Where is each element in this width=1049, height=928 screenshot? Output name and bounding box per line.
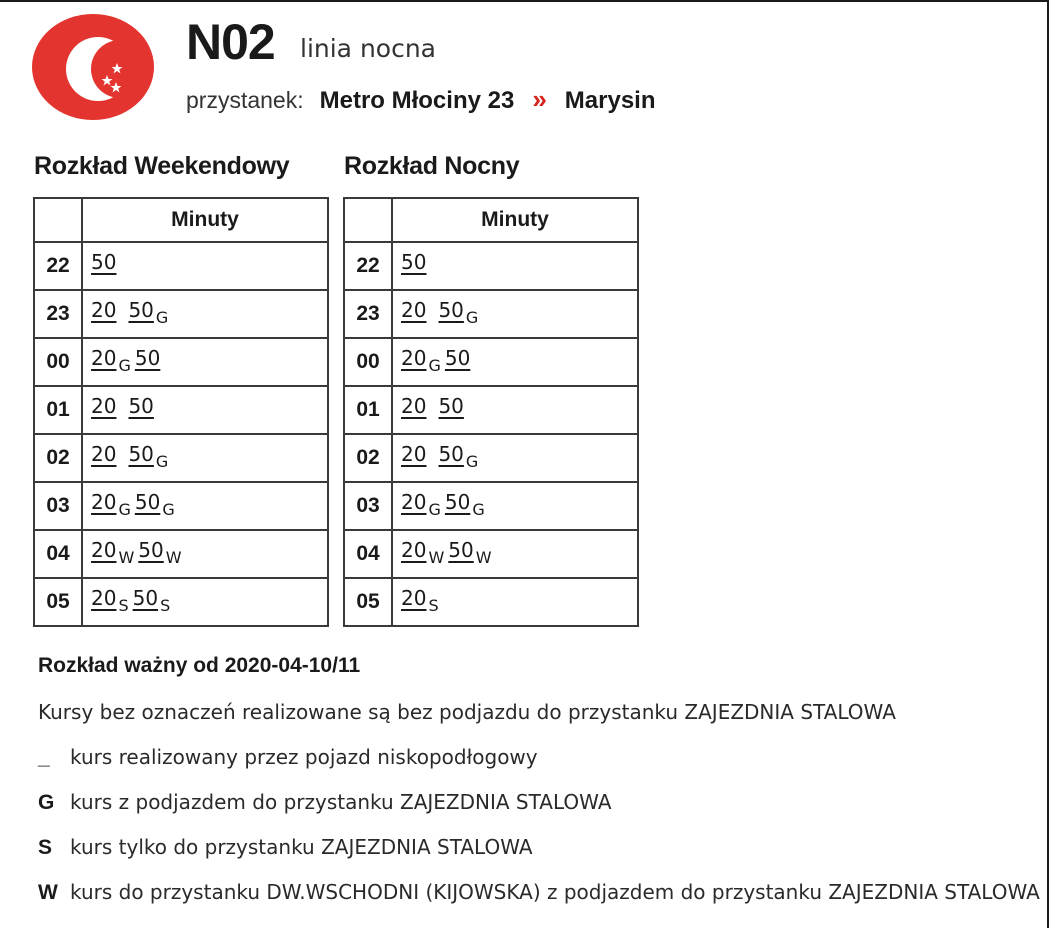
departure-minute[interactable]: 20 <box>91 297 117 322</box>
departure-marker: G <box>162 499 175 519</box>
departure-minute[interactable]: 50 <box>128 441 154 466</box>
hour-cell: 23 <box>34 290 82 338</box>
departure-minute[interactable]: 20 <box>401 297 427 322</box>
departure-marker: S <box>160 595 171 615</box>
hour-cell: 00 <box>344 338 392 386</box>
stop-name: Metro Młociny 23 <box>319 87 515 114</box>
legend-text: kurs realizowany przez pojazd niskopodłogowy <box>70 745 538 769</box>
timetable-row <box>34 338 328 386</box>
hour-cell: 05 <box>34 578 82 626</box>
departure-minute[interactable]: 20 <box>401 585 427 610</box>
line-type: linia nocna <box>300 34 436 63</box>
hour-cell: 01 <box>34 386 82 434</box>
departure-marker: G <box>118 355 131 375</box>
minutes-cell <box>392 482 638 530</box>
departure-marker: W <box>428 547 445 567</box>
timetable-row <box>34 530 328 578</box>
legend-symbol: G <box>38 791 55 814</box>
timetable-row <box>344 530 638 578</box>
timetable-row <box>34 482 328 530</box>
timetable-row <box>344 434 638 482</box>
minutes-cell <box>82 386 328 434</box>
departure-minute[interactable]: 50 <box>438 441 464 466</box>
hour-cell: 22 <box>344 242 392 290</box>
night-line-moon-stars-icon <box>32 14 154 120</box>
night-timetable <box>343 197 639 627</box>
legend-symbol: S <box>38 836 53 859</box>
departure-marker: G <box>428 355 441 375</box>
departure-marker: G <box>465 451 479 471</box>
departure-minute[interactable]: 20 <box>401 489 427 514</box>
departure-marker: G <box>118 499 131 519</box>
hour-cell: 02 <box>34 434 82 482</box>
legend-item <box>38 790 612 815</box>
minutes-cell <box>392 242 638 290</box>
departure-minute[interactable]: 50 <box>132 585 159 610</box>
departure-minute[interactable]: 20 <box>91 489 117 514</box>
timetable-row <box>344 242 638 290</box>
departure-marker: G <box>428 499 441 519</box>
timetable-row <box>344 578 638 626</box>
departure-minute[interactable]: 50 <box>401 249 427 274</box>
minutes-cell <box>82 578 328 626</box>
minutes-cell <box>82 482 328 530</box>
general-note: Kursy bez oznaczeń realizowane są bez podjazdu do przystanku ZAJEZDNIA STALOWA <box>38 700 896 724</box>
departure-minute[interactable]: 50 <box>91 249 117 274</box>
departure-marker: G <box>465 307 479 327</box>
hour-cell: 03 <box>34 482 82 530</box>
departure-minute[interactable]: 50 <box>138 537 164 562</box>
departure-minute[interactable]: 50 <box>134 489 161 514</box>
departure-minute[interactable]: 50 <box>444 489 471 514</box>
departure-minute[interactable]: 20 <box>401 441 427 466</box>
line-number: N02 <box>186 14 275 70</box>
hour-cell: 01 <box>344 386 392 434</box>
departure-minute[interactable]: 20 <box>401 537 427 562</box>
legend-symbol: W <box>38 881 58 904</box>
timetable-row <box>34 434 328 482</box>
minutes-cell <box>392 530 638 578</box>
direction-arrow-icon: » <box>532 84 547 114</box>
timetable-row <box>34 578 328 626</box>
departure-minute[interactable]: 50 <box>438 393 464 418</box>
legend-symbol: _ <box>38 746 50 769</box>
timetable-row <box>344 482 638 530</box>
departure-minute[interactable]: 50 <box>438 297 464 322</box>
legend-item <box>38 835 533 860</box>
timetable-row <box>34 290 328 338</box>
timetable-row <box>344 386 638 434</box>
legend-text: kurs do przystanku DW.WSCHODNI (KIJOWSKA) z podjazdem do przystanku ZAJEZDNIA STALOWA <box>70 880 1040 904</box>
minutes-cell <box>82 530 328 578</box>
departure-minute[interactable]: 20 <box>91 393 117 418</box>
minutes-cell <box>392 338 638 386</box>
departure-minute[interactable]: 50 <box>128 297 154 322</box>
timetable-row <box>34 386 328 434</box>
departure-marker: S <box>118 595 129 615</box>
hour-header <box>34 198 82 242</box>
minutes-cell <box>392 290 638 338</box>
departure-minute[interactable]: 20 <box>91 537 117 562</box>
departure-minute[interactable]: 20 <box>91 441 117 466</box>
minutes-cell <box>82 242 328 290</box>
departure-marker: G <box>472 499 485 519</box>
hour-header <box>344 198 392 242</box>
hour-cell: 22 <box>34 242 82 290</box>
timetable-row <box>34 242 328 290</box>
departure-minute[interactable]: 20 <box>401 393 427 418</box>
minutes-cell <box>392 434 638 482</box>
night-schedule-title: Rozkład Nocny <box>344 152 520 180</box>
minutes-cell <box>392 386 638 434</box>
validity-notice: Rozkład ważny od 2020-04-10/11 <box>38 654 361 677</box>
departure-marker: W <box>118 547 135 567</box>
hour-cell: 02 <box>344 434 392 482</box>
direction-name: Marysin <box>564 87 656 114</box>
legend-item <box>38 745 538 770</box>
hour-cell: 00 <box>34 338 82 386</box>
legend-text: kurs tylko do przystanku ZAJEZDNIA STALOWA <box>70 835 533 859</box>
departure-marker: G <box>155 307 169 327</box>
weekend-timetable <box>33 197 329 627</box>
departure-minute[interactable]: 20 <box>401 345 427 370</box>
departure-marker: W <box>165 547 182 567</box>
departure-minute[interactable]: 50 <box>448 537 474 562</box>
legend-item <box>38 880 1040 905</box>
departure-marker: G <box>155 451 169 471</box>
weekend-schedule-title: Rozkład Weekendowy <box>34 152 290 180</box>
stop-info <box>186 84 656 118</box>
minutes-cell <box>392 578 638 626</box>
minutes-header: Minuty <box>82 198 328 242</box>
legend-text: kurs z podjazdem do przystanku ZAJEZDNIA STALOWA <box>70 790 612 814</box>
minutes-header: Minuty <box>392 198 638 242</box>
timetable-row <box>344 338 638 386</box>
hour-cell: 04 <box>34 530 82 578</box>
hour-cell: 03 <box>344 482 392 530</box>
minutes-cell <box>82 290 328 338</box>
hour-cell: 23 <box>344 290 392 338</box>
top-border <box>0 0 1049 2</box>
departure-minute[interactable]: 50 <box>128 393 154 418</box>
departure-marker: S <box>428 595 439 615</box>
departure-marker: W <box>475 547 492 567</box>
minutes-cell <box>82 338 328 386</box>
minutes-cell <box>82 434 328 482</box>
timetable-row <box>344 290 638 338</box>
stop-label: przystanek: <box>186 87 304 113</box>
departure-minute[interactable]: 20 <box>91 585 117 610</box>
hour-cell: 05 <box>344 578 392 626</box>
hour-cell: 04 <box>344 530 392 578</box>
departure-minute[interactable]: 20 <box>91 345 117 370</box>
departure-minute[interactable]: 50 <box>134 345 161 370</box>
departure-minute[interactable]: 50 <box>444 345 471 370</box>
